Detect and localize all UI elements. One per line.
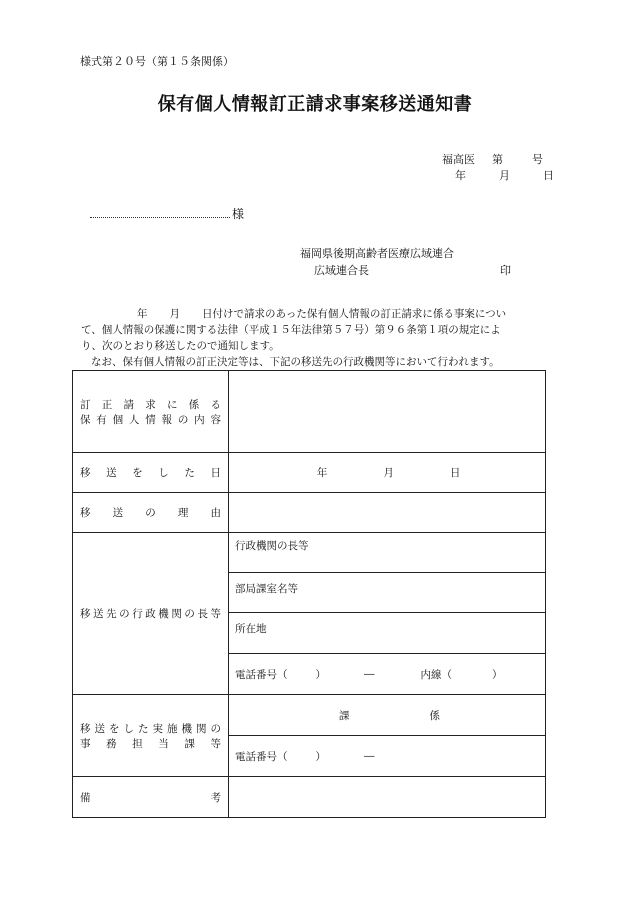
body-line-1	[81, 306, 551, 322]
issue-date-line	[455, 167, 554, 183]
reference-prefix: 福高医	[442, 153, 475, 166]
body-line-3: り、次のとおり移送したので通知します。	[81, 340, 280, 352]
label-sender-section-b: 事務担当課等	[80, 737, 221, 750]
destination-address-label: 所在地	[235, 623, 267, 635]
body-month: 月	[169, 308, 180, 320]
label-correction-content	[73, 371, 229, 453]
label-remarks-b: 考	[210, 791, 221, 804]
label-correction-content-b: 保有個人情報の内容	[80, 413, 221, 426]
sender-organization: 福岡県後期高齢者医療広域連合	[300, 247, 454, 260]
transfer-month: 月	[383, 467, 394, 479]
label-destination-agency-text: 移送先の行政機関の長等	[80, 608, 221, 620]
body-line-4	[81, 354, 551, 370]
row-remarks	[73, 777, 546, 818]
sender-section-name-field[interactable]	[229, 695, 545, 736]
issue-year: 年	[455, 169, 466, 182]
destination-extension-label: 内線（	[420, 668, 452, 681]
seal-mark: 印	[500, 264, 511, 277]
addressee-line	[90, 205, 244, 222]
field-correction-content[interactable]	[229, 371, 546, 453]
sender-section-kakari: 係	[429, 709, 440, 722]
destination-phone-dash: ―	[364, 668, 375, 680]
reference-dai: 第	[492, 153, 503, 166]
label-remarks-text	[80, 790, 221, 805]
addressee-blank[interactable]	[90, 207, 230, 218]
label-transfer-reason	[73, 493, 229, 533]
transfer-day: 日	[449, 467, 461, 479]
transfer-year: 年	[316, 467, 328, 479]
reference-number-line	[442, 151, 543, 167]
field-remarks[interactable]	[229, 777, 546, 818]
label-correction-content-a: 訂正請求に係る	[80, 398, 221, 411]
field-sender-section	[229, 695, 546, 777]
notice-body	[81, 306, 551, 370]
row-sender-section	[73, 695, 546, 777]
destination-phone-close: ）	[315, 668, 326, 681]
label-transfer-date	[73, 453, 229, 493]
label-remarks	[73, 777, 229, 818]
body-line-4-text: なお、保有個人情報の訂正決定等は、下記の移送先の行政機関等において行われます。	[91, 356, 500, 368]
form-number: 様式第２０号（第１５条関係）	[80, 55, 234, 68]
label-sender-section	[73, 695, 229, 777]
sender-phone-dash: ―	[364, 750, 375, 762]
sender-phone-label: 電話番号（	[235, 750, 288, 763]
label-transfer-date-text: 移送をした日	[80, 467, 221, 479]
transfer-details-table	[72, 370, 546, 818]
addressee-suffix: 様	[232, 207, 245, 221]
body-year: 年	[137, 308, 148, 320]
body-line-2: て、個人情報の保護に関する法律（平成１５年法律第５７号）第９６条第１項の規定によ	[81, 324, 501, 336]
label-remarks-a: 備	[80, 791, 91, 804]
label-sender-section-a: 移送をした実施機関の	[80, 722, 221, 735]
issue-day: 日	[543, 169, 554, 182]
issue-month: 月	[499, 169, 510, 182]
row-transfer-reason	[73, 493, 546, 533]
label-transfer-reason-text: 移送の理由	[80, 507, 221, 519]
field-transfer-date[interactable]	[229, 453, 546, 493]
row-destination-agency	[73, 533, 546, 695]
label-destination-agency	[73, 533, 229, 695]
destination-address-field[interactable]	[229, 613, 545, 654]
document-title: 保有個人情報訂正請求事案移送通知書	[157, 94, 473, 115]
body-line-1-text: 日付けで請求のあった保有個人情報の訂正請求に係る事案につい	[202, 308, 507, 320]
row-correction-content	[73, 371, 546, 453]
field-transfer-reason[interactable]	[229, 493, 546, 533]
row-transfer-date	[73, 453, 546, 493]
sender-phone-close: ）	[315, 750, 326, 763]
sender-title: 広域連合長	[314, 264, 369, 277]
sender-section-phone-field[interactable]	[229, 736, 545, 776]
destination-head-label: 行政機関の長等	[235, 540, 309, 552]
destination-phone-field[interactable]	[229, 654, 545, 694]
field-destination-agency	[229, 533, 546, 695]
destination-department-label: 部局課室名等	[235, 583, 298, 595]
destination-extension-close: ）	[492, 668, 503, 681]
reference-go: 号	[532, 153, 543, 166]
destination-department-field[interactable]	[229, 573, 545, 613]
destination-head-field[interactable]	[229, 533, 545, 573]
destination-phone-label: 電話番号（	[235, 668, 288, 681]
sender-section-ka: 課	[339, 709, 350, 722]
